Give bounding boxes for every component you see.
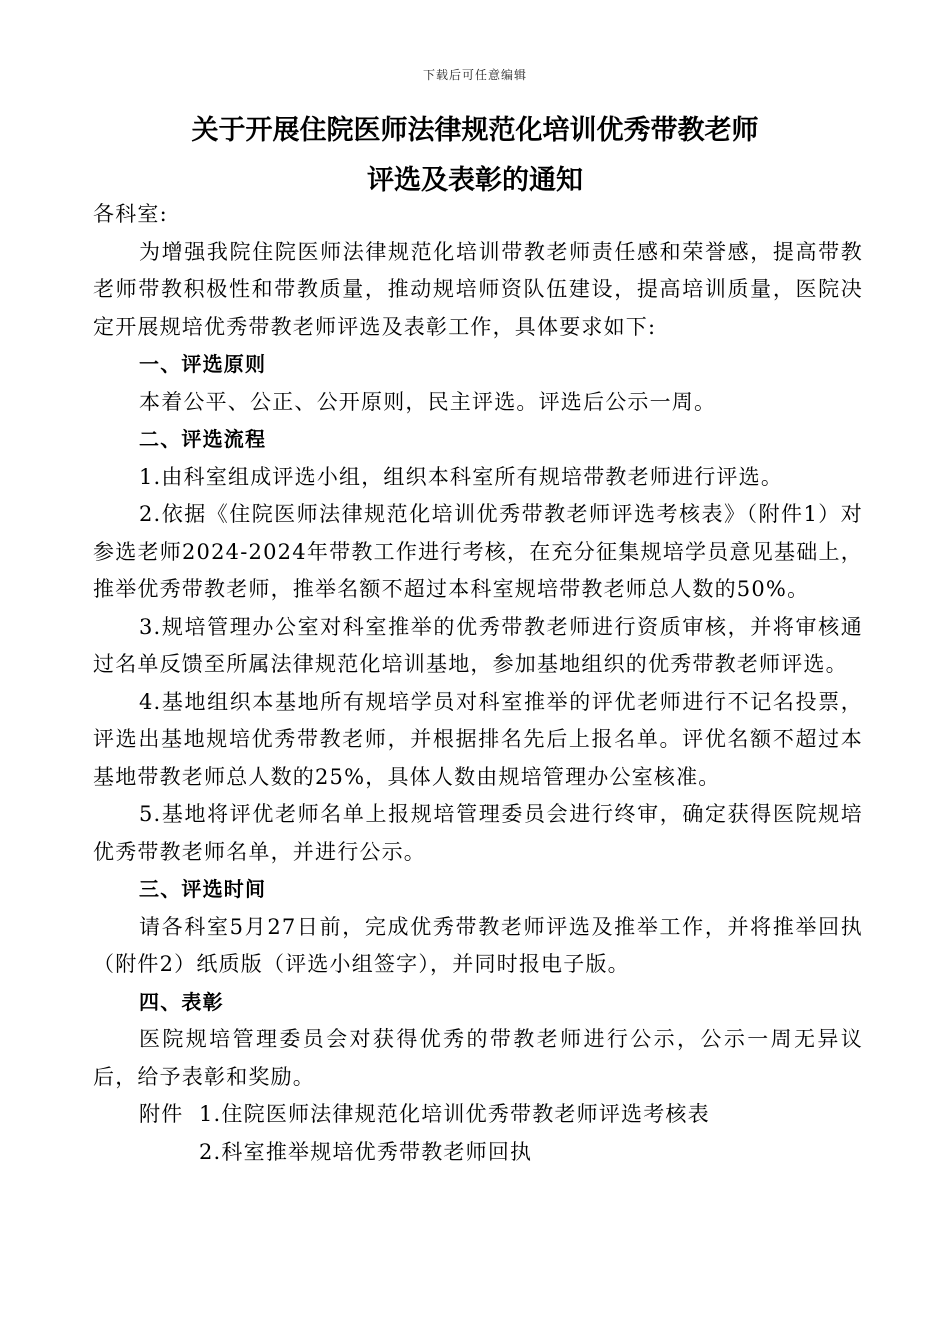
section-heading-time: 三、评选时间 [139, 877, 267, 901]
attachment-line-1 [93, 1096, 863, 1134]
intro-paragraph: 为增强我院住院医师法律规范化培训带教老师责任感和荣誉感，提高带教老师带教积极性和带教质量，推动规培师资队伍建设，提高培训质量，医院决定开展规培优秀带教老师评选及表彰工作，具体要求如下: [93, 239, 863, 339]
attachment-label: 附件 [139, 1102, 184, 1126]
process-item-3: 3.规培管理办公室对科室推举的优秀带教老师进行资质审核，并将审核通过名单反馈至所属法律规范化培训基地，参加基地组织的优秀带教老师评选。 [93, 614, 863, 676]
process-item-5: 5.基地将评优老师名单上报规培管理委员会进行终审，确定获得医院规培优秀带教老师名单，并进行公示。 [93, 802, 863, 864]
section-heading-principles: 一、评选原则 [139, 352, 267, 376]
attachment-item-1: 1.住院医师法律规范化培训优秀带教老师评选考核表 [199, 1102, 710, 1126]
section-heading-commendation: 四、表彰 [139, 989, 224, 1014]
time-text: 请各科室5月27日前，完成优秀带教老师评选及推举工作，并将推举回执（附件2）纸质版（评选小组签字），并同时报电子版。 [93, 914, 863, 976]
document-title-line-2: 评选及表彰的通知 [367, 165, 583, 196]
document-body [93, 196, 863, 1171]
process-item-2: 2.依据《住院医师法律规范化培训优秀带教老师评选考核表》（附件1）对参选老师2024-2024年带教工作进行考核，在充分征集规培学员意见基础上，推举优秀带教老师，推举名额不超过本科室规培带教老师总人数的50%。 [93, 502, 863, 601]
header-note: 下载后可任意编辑 [422, 68, 527, 82]
commendation-text: 医院规培管理委员会对获得优秀的带教老师进行公示，公示一周无异议后，给予表彰和奖励。 [93, 1027, 863, 1089]
attachment-item-2: 2.科室推举规培优秀带教老师回执 [199, 1139, 533, 1164]
principles-text: 本着公平、公正、公开原则，民主评选。评选后公示一周。 [139, 389, 717, 414]
document-title-line-1: 关于开展住院医师法律规范化培训优秀带教老师 [191, 115, 759, 146]
process-item-1: 1.由科室组成评选小组，组织本科室所有规培带教老师进行评选。 [139, 464, 784, 489]
section-heading-process: 二、评选流程 [139, 427, 267, 451]
salutation: 各科室: [93, 202, 168, 226]
process-item-4: 4.基地组织本基地所有规培学员对科室推举的评优老师进行不记名投票，评选出基地规培优秀带教老师，并根据排名先后上报名单。评优名额不超过本基地带教老师总人数的25%，具体人数由规培管理办公室核准。 [93, 689, 863, 789]
